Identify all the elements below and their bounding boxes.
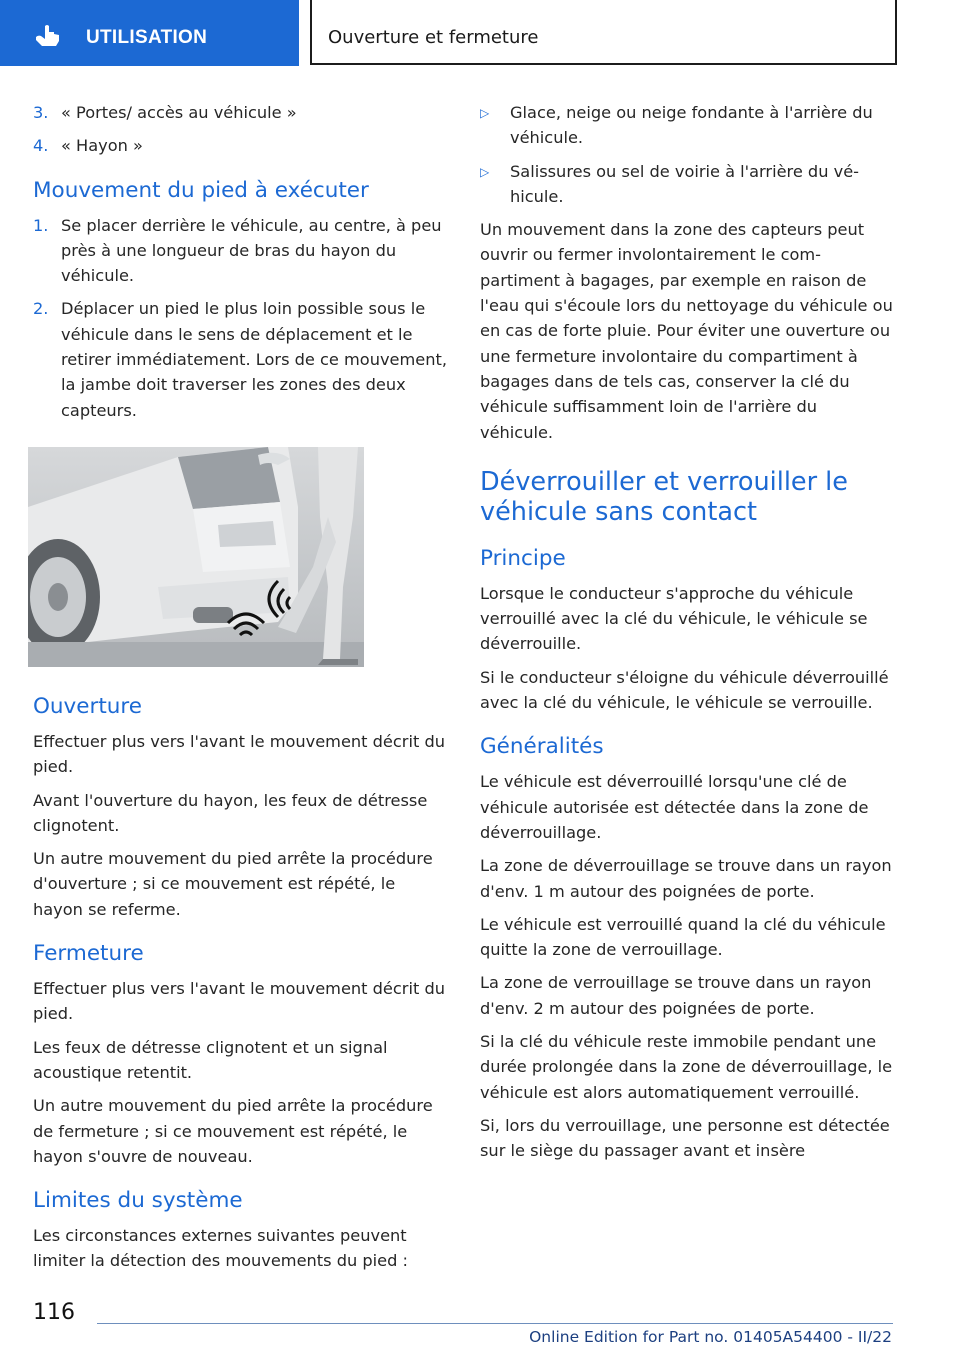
hand-pointer-icon <box>32 24 66 52</box>
step-number: 1. <box>33 215 49 235</box>
paragraph: Avant l'ouverture du hayon, les feux de détresse clignotent. <box>33 790 428 835</box>
paragraph: La zone de déverrouillage se trouve dans un rayon d'env. 1 m autour des poignées de porte. <box>480 856 892 901</box>
list-text: « Portes/ accès au véhicule » <box>61 103 297 122</box>
chapter-header <box>310 0 897 65</box>
heading-generalites: Généralités <box>480 734 604 760</box>
paragraph: Si le conducteur s'éloigne du véhicule déverrouillé avec la clé du véhicule, le véhicule se verrouille. <box>480 667 889 713</box>
paragraph: Les circonstances externes suivantes peuvent limiter la détection des mouvements du pied : <box>33 1226 409 1271</box>
step-item <box>33 213 449 289</box>
heading-foot-movement: Mouvement du pied à exécuter <box>33 177 369 203</box>
paragraph: Effectuer plus vers l'avant le mouvement décrit du pied. <box>33 979 445 1024</box>
section-label: UTILISATION <box>86 27 208 48</box>
triangle-bullet-icon: ▷ <box>480 106 490 120</box>
triangle-bullet-icon: ▷ <box>480 164 490 179</box>
step-number: 2. <box>33 299 49 319</box>
heading-limites: Limites du système <box>33 1188 243 1214</box>
paragraph: Effectuer plus vers l'avant le mouvement décrit du pied. <box>33 731 445 777</box>
bullet-text: Glace, neige ou neige fondante à l'arrière du véhicule. <box>510 103 873 148</box>
paragraph: La zone de verrouillage se trouve dans un rayon d'env. 2 m autour des poignées de porte. <box>480 973 872 1018</box>
bullet-text: Salissures ou sel de voirie à l'arrière du véhicule. <box>510 161 859 206</box>
heading-ouverture: Ouverture <box>33 693 142 719</box>
heading-fermeture: Fermeture <box>33 941 144 967</box>
footer-rule <box>97 1323 893 1324</box>
bullet-item <box>480 159 895 210</box>
paragraph: Le véhicule est déverrouillé lorsqu'une clé de véhicule autorisée est détectée dans la zone de déverrouillage. <box>480 772 869 842</box>
paragraph: Lorsque le conducteur s'approche du véhicule verrouillé avec la clé du véhicule, le véhicule se déverrouille. <box>480 583 868 654</box>
list-item <box>33 133 449 158</box>
paragraph: Un autre mouvement du pied arrête la procédure de fermeture ; si ce mouvement est répété, le hayon s'ouvre de nouveau. <box>33 1096 433 1166</box>
list-number: 3. <box>33 103 49 122</box>
paragraph: Les feux de détresse clignotent et un signal acoustique retentit. <box>33 1037 388 1082</box>
chapter-title: Ouverture et fermeture <box>328 27 539 48</box>
paragraph: Un autre mouvement du pied arrête la procédure d'ouverture ; si ce mouvement est répété, le hayon se referme. <box>33 849 433 919</box>
list-item <box>33 100 449 125</box>
section-tab <box>0 0 299 66</box>
heading-principe: Principe <box>480 545 566 571</box>
heading-keyless-access: Déverrouiller et verrouiller le véhicule sans contact <box>480 466 848 527</box>
step-text: Se placer derrière le véhicule, au centre, à peu près à une longueur de bras du hayon du véhicule. <box>61 215 442 286</box>
paragraph: Le véhicule est verrouillé quand la clé du véhicule quitte la zone de verrouillage. <box>480 914 886 960</box>
paragraph: Si la clé du véhicule reste immobile pendant une durée prolongée dans la zone de déverrouillage, le véhicule est alors automatiquement verrouillé. <box>480 1032 893 1102</box>
page-number: 116 <box>33 1300 75 1325</box>
step-item <box>33 296 449 422</box>
list-text: « Hayon » <box>61 136 143 156</box>
right-column <box>480 100 895 1172</box>
bullet-item <box>480 100 895 151</box>
step-text: Déplacer un pied le plus loin possible sous le véhicule dans le sens de déplacement et le retirer immédiatement. Lors de ce mouvement, la jambe doit traverser les zones des deux capteurs. <box>61 299 447 420</box>
paragraph: Si, lors du verrouillage, une personne est détectée sur le siège du passager avant et insère <box>480 1115 890 1161</box>
list-number: 4. <box>33 136 49 156</box>
edition-note: Online Edition for Part no. 01405A54400 - II/22 <box>529 1328 892 1346</box>
paragraph: Un mouvement dans la zone des capteurs peut ouvrir ou fermer involontairement le compartiment à bagages, par exemple en raison de l'eau qui s'écoule lors du nettoyage du véhicule ou en cas de forte pluie. Pour éviter une ouverture ou une fermeture involontaire du compartiment à bagages dans de tels cas, conserver la clé du véhicule suffisamment loin de l'arrière du véhicule. <box>480 220 893 442</box>
tailgate-foot-gesture-illustration <box>28 447 364 667</box>
left-column <box>33 100 449 1282</box>
